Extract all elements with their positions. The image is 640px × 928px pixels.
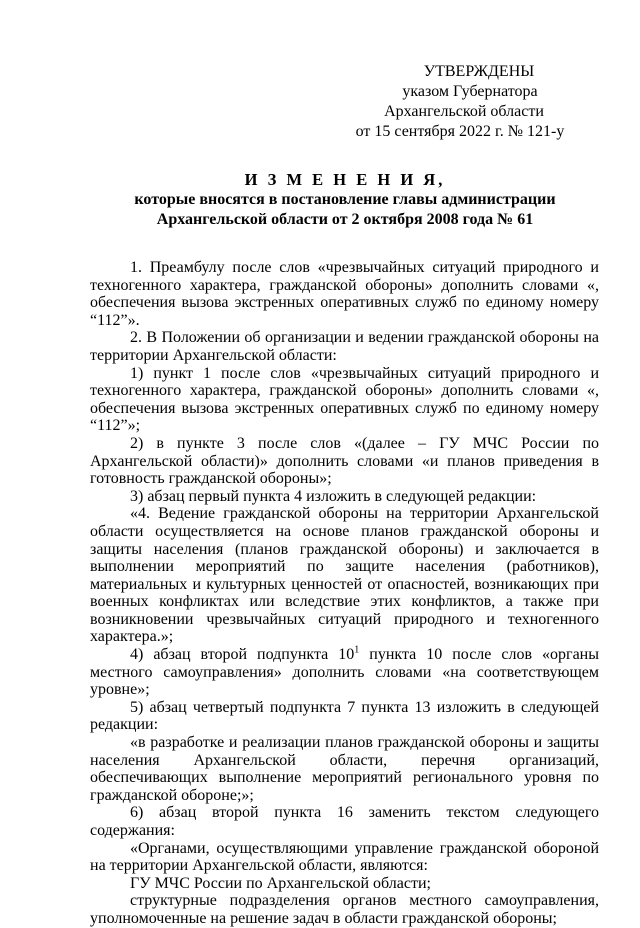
paragraph-11: «Органами, осуществляющими управление гражданской обороной на территории Архангельской области, являются: — [90, 839, 599, 875]
approval-date-number: от 15 сентября 2022 г. № 121-у — [355, 123, 565, 140]
paragraph-13: структурные подразделения органов местного самоуправления, уполномоченные на решение задач в области гражданской обороны; — [90, 892, 599, 927]
paragraph-7-start: 4) абзац второй подпункта 10 — [130, 646, 355, 664]
paragraph-2: 2. В Положении об организации и ведении гражданской обороны на территории Архангельской области: — [90, 329, 599, 364]
paragraph-7-superscript: 1 — [354, 644, 360, 656]
paragraph-4: 2) в пункте 3 после слов «(далее – ГУ МЧС России по Архангельской области)» дополнить словами «и планов приведения в готовность гражданской обороны»; — [90, 434, 599, 488]
paragraph-6: «4. Ведение гражданской обороны на территории Архангельской области осуществляется на основе планов гражданской обороны и защиты населения (планов гражданской обороны) и заключается в выполнении мероприятий по защите населения (работников), материальных и культурных ценностей от опасностей, возникающих при военных конфликтах или вследствие этих конфликтов, а также при возникновении чрезвычайных ситуаций природного и техногенного характера.»; — [90, 505, 599, 646]
document-subtitle-line-1: которые вносятся в постановление главы администрации — [134, 191, 556, 208]
document-subtitle-line-2: Архангельской области от 2 октября 2008 года № 61 — [156, 211, 534, 228]
paragraph-5: 3) абзац первый пункта 4 изложить в следующей редакции: — [130, 487, 537, 505]
approval-title: УТВЕРЖДЕНЫ — [423, 63, 535, 80]
paragraph-9: «в разработке и реализации планов гражданской обороны и защиты населения Архангельской области, перечня организаций, обеспечивающих выполнение мероприятий регионального уровня по гражданской обороне;»; — [90, 734, 599, 804]
paragraph-10: 6) абзац второй пункта 16 заменить текстом следующего содержания: — [90, 804, 599, 839]
paragraph-12: ГУ МЧС России по Архангельской области; — [130, 874, 431, 892]
paragraph-7-end: пункта 10 после слов «органы местного самоуправления» дополнить словами «на соответствующем уровне»; — [90, 646, 599, 699]
approval-decree: указом Губернатора — [402, 83, 538, 100]
document-title: И З М Е Н Е Н И Я, — [244, 170, 446, 189]
paragraph-1: 1. Преамбулу после слов «чрезвычайных ситуаций природного и техногенного характера, гражданской обороны» дополнить словами «, обеспечения вызова экстренных оперативных служб по единому номеру “112”». — [90, 259, 599, 329]
paragraph-8: 5) абзац четвертый подпункта 7 пункта 13 изложить в следующей редакции: — [90, 698, 599, 734]
paragraph-7 — [90, 646, 599, 699]
paragraph-3: 1) пункт 1 после слов «чрезвычайных ситуаций природного и техногенного характера, гражданской обороны» дополнить словами «, обеспечения вызова экстренных оперативных служб по единому номеру “112”»; — [90, 364, 599, 435]
document-body — [90, 259, 599, 928]
approval-stamp — [330, 62, 590, 142]
document-heading — [90, 170, 600, 230]
approval-region: Архангельской области — [384, 103, 544, 120]
